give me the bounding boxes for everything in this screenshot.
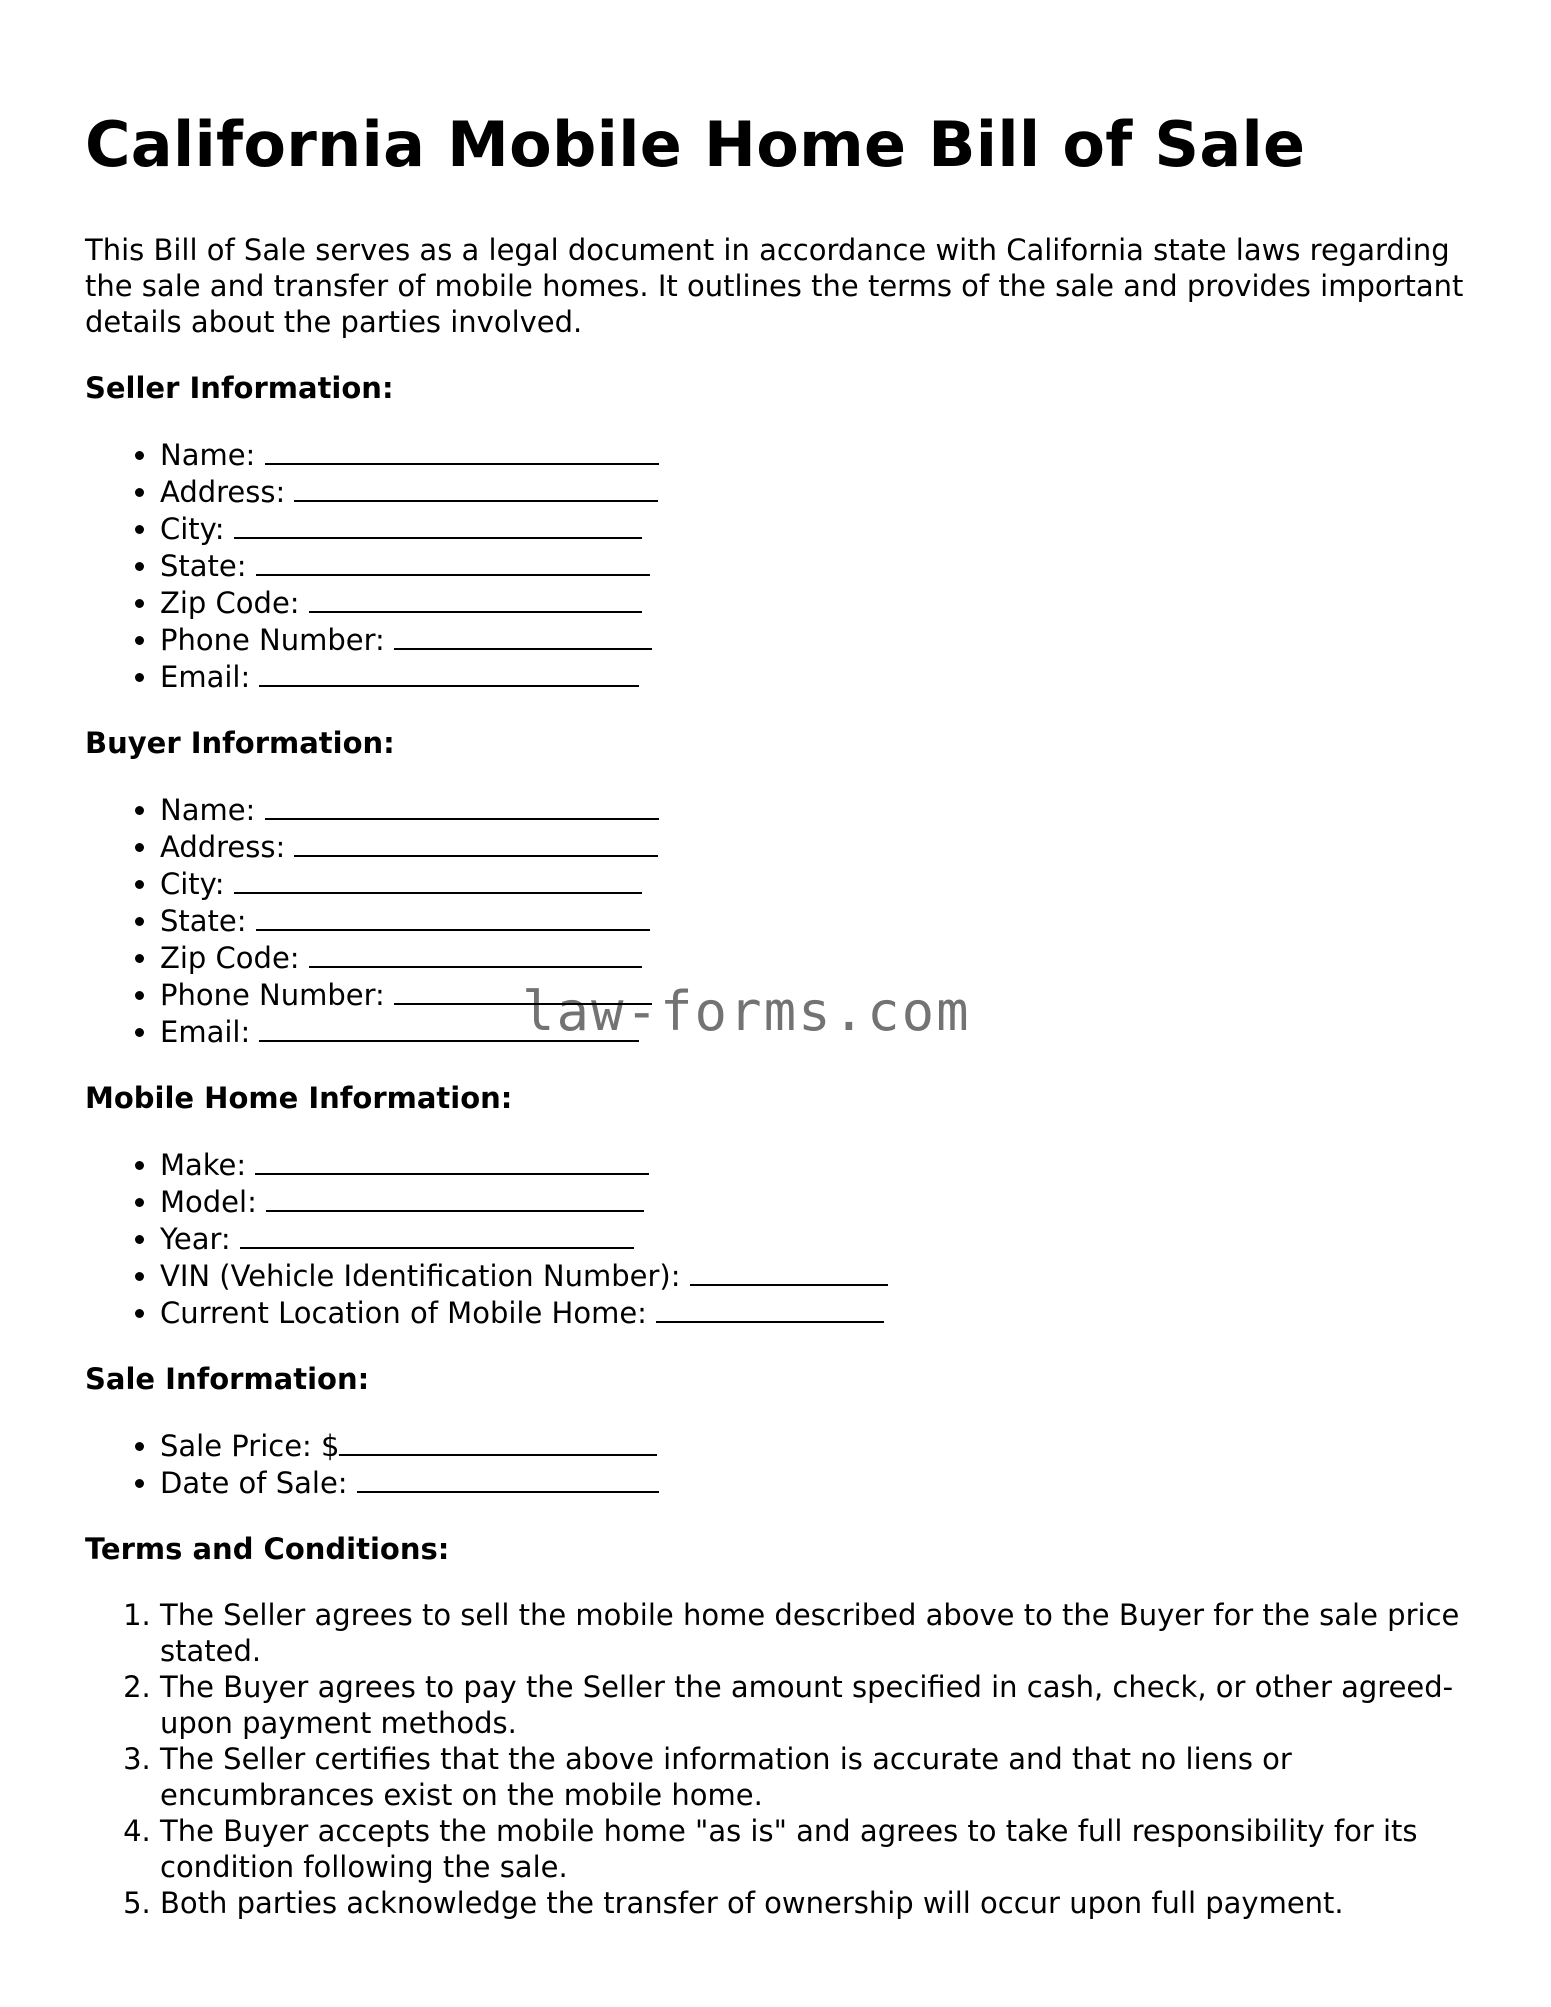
list-item: • Model: [160,1183,1465,1220]
seller-heading: Seller Information: [85,371,394,405]
list-item: 5. Both parties acknowledge the transfer of ownership will occur upon full payment. [160,1885,1465,1921]
list-item: 1. The Seller agrees to sell the mobile home described above to the Buyer for the sale price stated. [160,1597,1465,1669]
seller-fields-list [85,436,1465,695]
list-item: • Zip Code: [160,584,1465,621]
zip-code-field[interactable] [309,939,642,968]
current-location-field[interactable] [656,1294,884,1323]
model-field[interactable] [266,1183,644,1212]
state-field[interactable] [256,547,650,576]
address-field[interactable] [294,828,658,857]
sale-fields-list [85,1427,1465,1501]
list-item: • Name: [160,436,1465,473]
list-item: • Address: [160,828,1465,865]
email-field[interactable] [259,1013,639,1042]
mobile-home-heading: Mobile Home Information: [85,1081,513,1115]
name-field[interactable] [265,436,659,465]
list-item: • State: [160,547,1465,584]
list-item: • VIN (Vehicle Identification Number): [160,1257,1465,1294]
address-field[interactable] [294,473,658,502]
list-item: • Current Location of Mobile Home: [160,1294,1465,1331]
list-item: • Phone Number: [160,976,1465,1013]
mobile-home-fields-list [85,1146,1465,1331]
city-field[interactable] [234,865,642,894]
list-item: 4. The Buyer accepts the mobile home "as is" and agrees to take full responsibility for its condition following the sale. [160,1813,1465,1885]
list-item: • Phone Number: [160,621,1465,658]
list-item: • Email: [160,1013,1465,1050]
buyer-fields-list [85,791,1465,1050]
state-field[interactable] [256,902,650,931]
terms-heading: Terms and Conditions: [85,1532,450,1566]
phone-number-field[interactable] [394,976,652,1005]
list-item: • Make: [160,1146,1465,1183]
list-item: • Email: [160,658,1465,695]
list-item: • Address: [160,473,1465,510]
list-item: • Zip Code: [160,939,1465,976]
terms-list [85,1597,1465,1921]
list-item: • Name: [160,791,1465,828]
list-item: • Date of Sale: [160,1464,1465,1501]
watermark: law-forms.com [522,980,971,1043]
list-item: 3. The Seller certifies that the above information is accurate and that no liens or encumbrances exist on the mobile home. [160,1741,1465,1813]
list-item: • Year: [160,1220,1465,1257]
sale-heading: Sale Information: [85,1362,370,1396]
email-field[interactable] [259,658,639,687]
city-field[interactable] [234,510,642,539]
name-field[interactable] [265,791,659,820]
list-item: 2. The Buyer agrees to pay the Seller the amount specified in cash, check, or other agreed-upon payment methods. [160,1669,1465,1741]
date-of-sale-field[interactable] [357,1464,659,1493]
intro-paragraph: This Bill of Sale serves as a legal document in accordance with California state laws regarding the sale and transfer of mobile homes. It outlines the terms of the sale and provides important details about the parties involved. [85,233,1464,339]
vin-field[interactable] [690,1257,888,1286]
list-item: • City: [160,865,1465,902]
document-page [85,105,1465,1951]
list-item: • State: [160,902,1465,939]
sale-price-field[interactable] [339,1427,657,1456]
page-title: California Mobile Home Bill of Sale [85,108,1306,181]
buyer-heading: Buyer Information: [85,726,395,760]
phone-number-field[interactable] [394,621,652,650]
make-field[interactable] [255,1146,649,1175]
list-item: • City: [160,510,1465,547]
list-item: • Sale Price: $ [160,1427,1465,1464]
year-field[interactable] [240,1220,634,1249]
zip-code-field[interactable] [309,584,642,613]
